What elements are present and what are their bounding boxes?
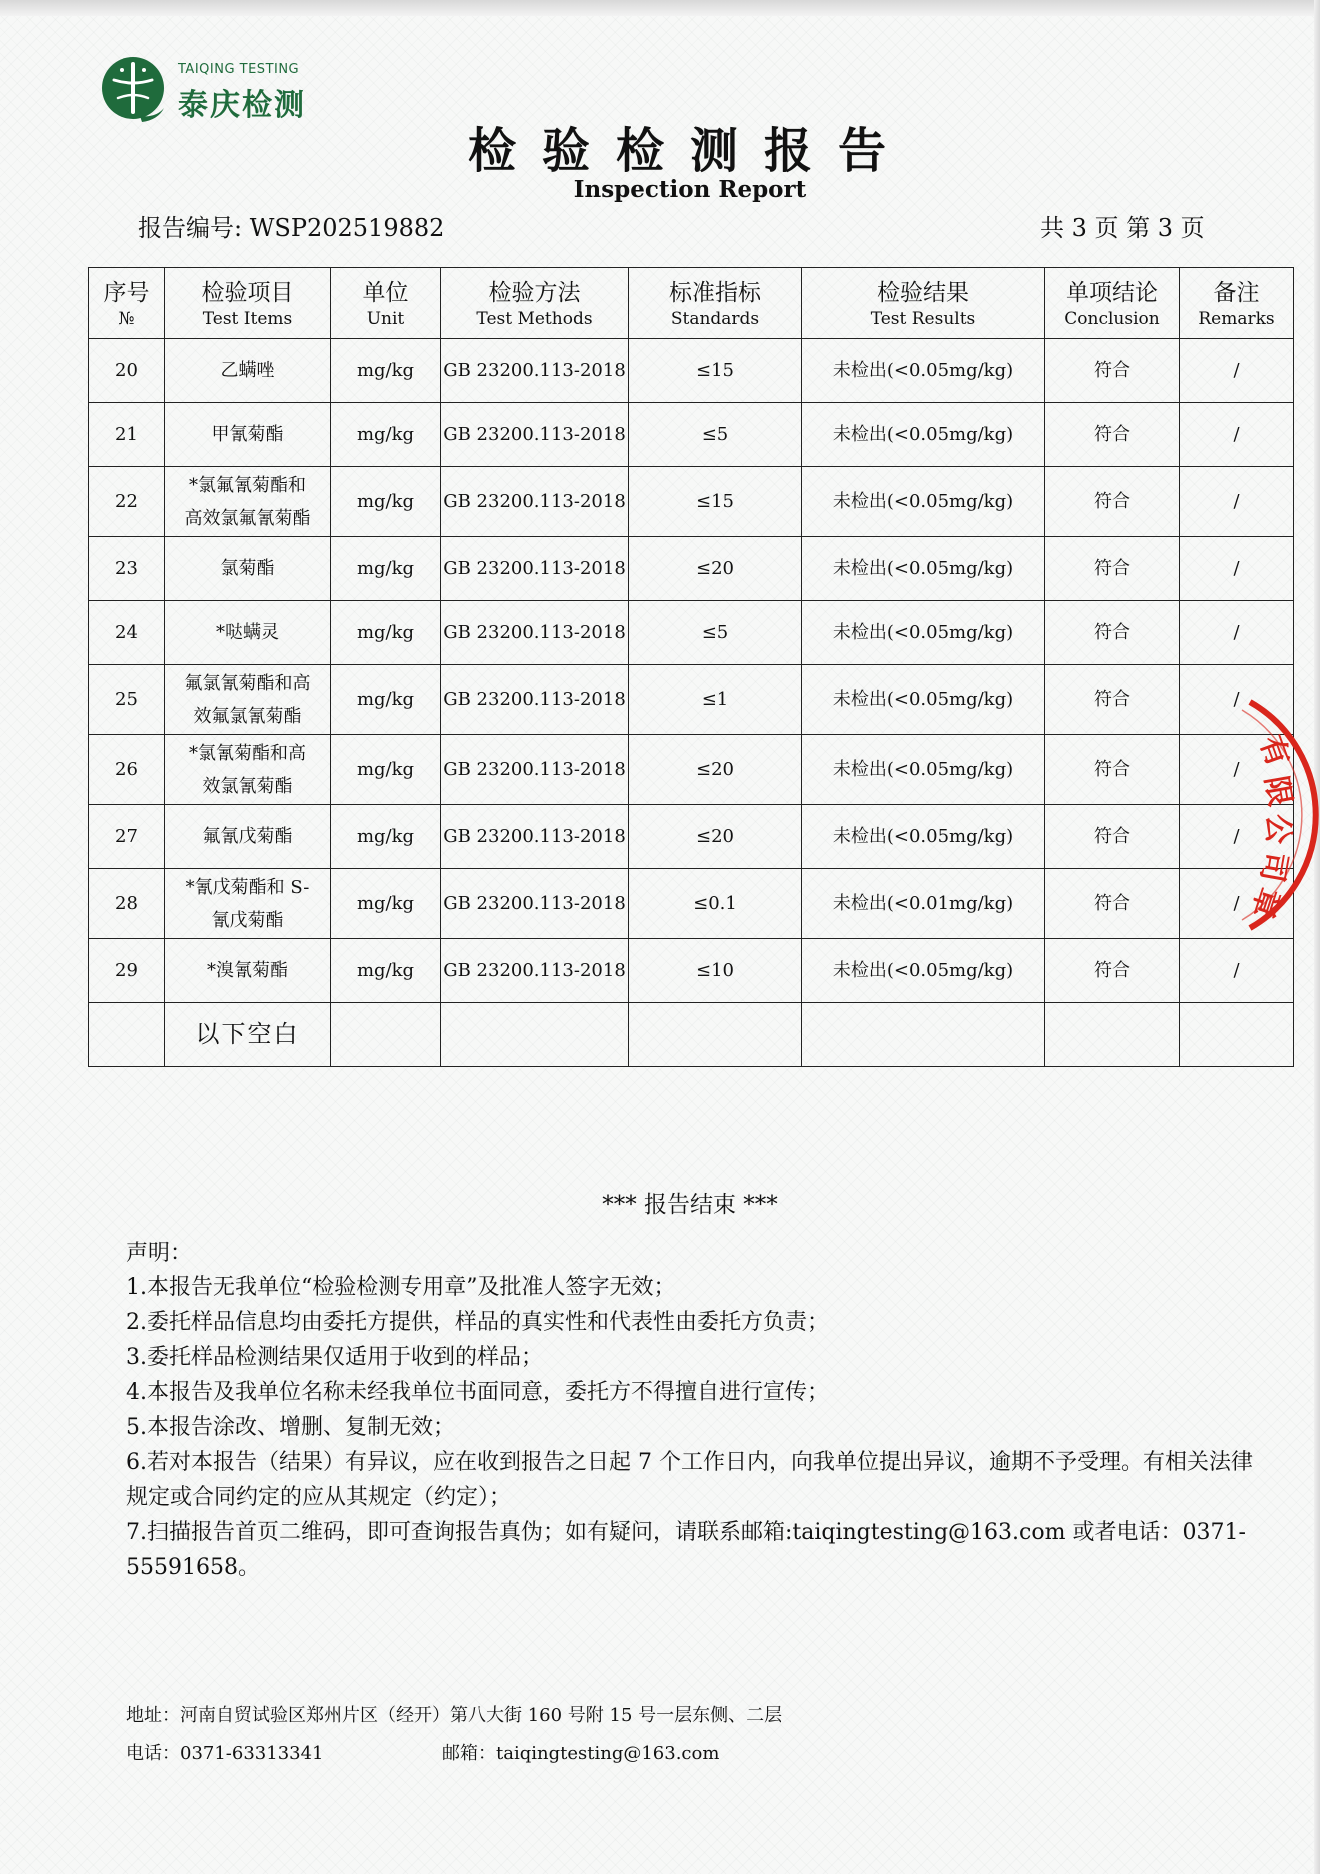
cell-standard: ≤0.1 (629, 869, 802, 939)
cell-remarks: / (1180, 939, 1294, 1003)
cell-method: GB 23200.113-2018 (441, 869, 629, 939)
cell-remarks: / (1180, 339, 1294, 403)
cell-standard: ≤10 (629, 939, 802, 1003)
cell-conclusion: 符合 (1045, 339, 1180, 403)
table-row (89, 537, 1294, 601)
cell-method: GB 23200.113-2018 (441, 537, 629, 601)
cell-item: *溴氰菊酯 (165, 939, 331, 1003)
cell-item: 氟氯氰菊酯和高 效氟氯氰菊酯 (165, 665, 331, 735)
cell-empty (629, 1003, 802, 1067)
cell-standard: ≤5 (629, 601, 802, 665)
col-header-unit: 单位 Unit (331, 268, 441, 339)
cell-no: 23 (89, 537, 165, 601)
cell-standard: ≤5 (629, 403, 802, 467)
table-row (89, 467, 1294, 537)
cell-unit: mg/kg (331, 537, 441, 601)
footer-address: 地址：河南自贸试验区郑州片区（经开）第八大街 160 号附 15 号一层东侧、二层 (126, 1705, 783, 1726)
cell-result: 未检出(<0.05mg/kg) (802, 805, 1045, 869)
cell-unit: mg/kg (331, 805, 441, 869)
cell-result: 未检出(<0.05mg/kg) (802, 339, 1045, 403)
cell-no: 21 (89, 403, 165, 467)
declaration-item: 3.委托样品检测结果仅适用于收到的样品； (126, 1345, 543, 1370)
footer-phone: 电话：0371-63313341 (126, 1743, 324, 1764)
cell-result: 未检出(<0.05mg/kg) (802, 403, 1045, 467)
cell-remarks: / (1180, 869, 1294, 939)
cell-unit: mg/kg (331, 665, 441, 735)
declaration-list (126, 1270, 1266, 1585)
report-title: 检验检测报告 (467, 123, 912, 179)
cell-empty (1180, 1003, 1294, 1067)
brand-name-cn: 泰庆检测 (178, 88, 306, 123)
col-header-standard: 标准指标 Standards (629, 268, 802, 339)
cell-item: 甲氰菊酯 (165, 403, 331, 467)
cell-conclusion: 符合 (1045, 869, 1180, 939)
top-shadow (0, 0, 1320, 16)
cell-unit: mg/kg (331, 339, 441, 403)
table-row (89, 339, 1294, 403)
svg-text:章: 章 (1243, 883, 1287, 923)
results-table (88, 267, 1294, 1067)
cell-item: *氯氰菊酯和高 效氯氰菊酯 (165, 735, 331, 805)
cell-result: 未检出(<0.05mg/kg) (802, 537, 1045, 601)
cell-standard: ≤15 (629, 467, 802, 537)
col-header-method: 检验方法 Test Methods (441, 268, 629, 339)
cell-remarks: / (1180, 735, 1294, 805)
cell-method: GB 23200.113-2018 (441, 735, 629, 805)
cell-unit: mg/kg (331, 403, 441, 467)
cell-conclusion: 符合 (1045, 537, 1180, 601)
table-row (89, 665, 1294, 735)
cell-item: 乙螨唑 (165, 339, 331, 403)
cell-remarks: / (1180, 601, 1294, 665)
cell-standard: ≤15 (629, 339, 802, 403)
cell-no: 24 (89, 601, 165, 665)
cell-unit: mg/kg (331, 735, 441, 805)
cell-empty (441, 1003, 629, 1067)
cell-item: 氯菊酯 (165, 537, 331, 601)
report-number: 报告编号: WSP202519882 (138, 214, 445, 242)
company-seal-stamp (1240, 690, 1320, 940)
report-end-mark: *** 报告结束 *** (602, 1192, 778, 1218)
cell-standard: ≤1 (629, 665, 802, 735)
brand-name-en: TAIQING TESTING (178, 62, 300, 77)
cell-no: 27 (89, 805, 165, 869)
page-info: 共 3 页 第 3 页 (1040, 214, 1205, 242)
cell-remarks: / (1180, 537, 1294, 601)
col-header-conclusion: 单项结论 Conclusion (1045, 268, 1180, 339)
cell-remarks: / (1180, 467, 1294, 537)
cell-conclusion: 符合 (1045, 403, 1180, 467)
cell-no: 22 (89, 467, 165, 537)
cell-remarks: / (1180, 665, 1294, 735)
svg-text:有: 有 (1252, 731, 1296, 772)
cell-empty (89, 1003, 165, 1067)
blank-note: 以下空白 (165, 1003, 331, 1067)
cell-method: GB 23200.113-2018 (441, 939, 629, 1003)
table-row (89, 939, 1294, 1003)
cell-method: GB 23200.113-2018 (441, 805, 629, 869)
declaration-item: 2.委托样品信息均由委托方提供，样品的真实性和代表性由委托方负责； (126, 1310, 829, 1335)
cell-unit: mg/kg (331, 939, 441, 1003)
table-row-blank (89, 1003, 1294, 1067)
table-row (89, 735, 1294, 805)
cell-conclusion: 符合 (1045, 467, 1180, 537)
cell-result: 未检出(<0.05mg/kg) (802, 735, 1045, 805)
cell-empty (331, 1003, 441, 1067)
cell-conclusion: 符合 (1045, 601, 1180, 665)
cell-empty (1045, 1003, 1180, 1067)
cell-no: 28 (89, 869, 165, 939)
declaration-title: 声明： (126, 1241, 193, 1266)
cell-no: 25 (89, 665, 165, 735)
cell-standard: ≤20 (629, 537, 802, 601)
cell-result: 未检出(<0.05mg/kg) (802, 665, 1045, 735)
svg-text:限: 限 (1257, 773, 1298, 809)
cell-conclusion: 符合 (1045, 665, 1180, 735)
cell-result: 未检出(<0.05mg/kg) (802, 467, 1045, 537)
cell-unit: mg/kg (331, 601, 441, 665)
cell-result: 未检出(<0.05mg/kg) (802, 601, 1045, 665)
cell-remarks: / (1180, 805, 1294, 869)
cell-unit: mg/kg (331, 467, 441, 537)
table-header-row (89, 268, 1294, 339)
declaration-item: 1.本报告无我单位“检验检测专用章”及批准人签字无效； (126, 1275, 676, 1300)
col-header-item: 检验项目 Test Items (165, 268, 331, 339)
cell-no: 29 (89, 939, 165, 1003)
cell-conclusion: 符合 (1045, 805, 1180, 869)
cell-unit: mg/kg (331, 869, 441, 939)
cell-conclusion: 符合 (1045, 939, 1180, 1003)
cell-result: 未检出(<0.05mg/kg) (802, 939, 1045, 1003)
cell-item: *哒螨灵 (165, 601, 331, 665)
declaration-item: 6.若对本报告（结果）有异议，应在收到报告之日起 7 个工作日内，向我单位提出异议，逾期不予受理。有相关法律规定或合同约定的应从其规定（约定）； (126, 1450, 1253, 1510)
col-header-no: 序号 № (89, 268, 165, 339)
declaration-item: 4.本报告及我单位名称未经我单位书面同意，委托方不得擅自进行宣传； (126, 1380, 829, 1405)
col-header-remarks: 备注 Remarks (1180, 268, 1294, 339)
cell-no: 20 (89, 339, 165, 403)
declaration-item: 7.扫描报告首页二维码，即可查询报告真伪；如有疑问，请联系邮箱:taiqingtesting@163.com 或者电话：0371-55591658。 (126, 1520, 1246, 1580)
cell-method: GB 23200.113-2018 (441, 601, 629, 665)
svg-text:司: 司 (1253, 849, 1294, 885)
cell-no: 26 (89, 735, 165, 805)
cell-conclusion: 符合 (1045, 735, 1180, 805)
cell-item: 氟氰戊菊酯 (165, 805, 331, 869)
cell-remarks: / (1180, 403, 1294, 467)
cell-method: GB 23200.113-2018 (441, 339, 629, 403)
cell-method: GB 23200.113-2018 (441, 665, 629, 735)
cell-item: *氯氟氰菊酯和 高效氯氟氰菊酯 (165, 467, 331, 537)
table-row (89, 601, 1294, 665)
cell-standard: ≤20 (629, 805, 802, 869)
table-row (89, 869, 1294, 939)
footer-email: 邮箱：taiqingtesting@163.com (442, 1743, 720, 1764)
declaration-item: 5.本报告涂改、增删、复制无效； (126, 1415, 455, 1440)
cell-item: *氰戊菊酯和 S- 氰戊菊酯 (165, 869, 331, 939)
cell-empty (802, 1003, 1045, 1067)
cell-standard: ≤20 (629, 735, 802, 805)
table-row (89, 403, 1294, 467)
table-row (89, 805, 1294, 869)
cell-result: 未检出(<0.01mg/kg) (802, 869, 1045, 939)
svg-text:公: 公 (1260, 814, 1295, 844)
cell-method: GB 23200.113-2018 (441, 467, 629, 537)
report-title-en: Inspection Report (573, 176, 807, 203)
col-header-result: 检验结果 Test Results (802, 268, 1045, 339)
cell-method: GB 23200.113-2018 (441, 403, 629, 467)
